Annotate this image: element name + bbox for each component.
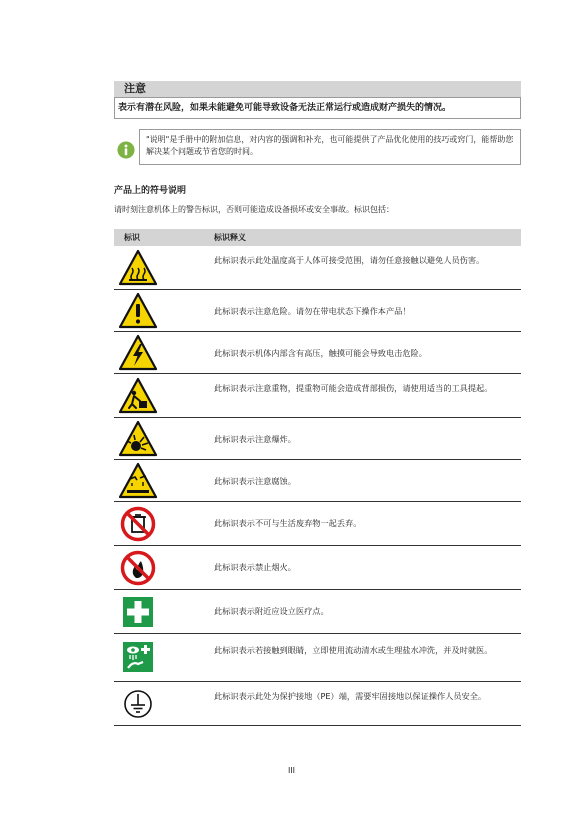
table-row bbox=[114, 374, 521, 418]
table-row bbox=[114, 682, 521, 726]
eye-wash-icon bbox=[118, 637, 158, 677]
table-row bbox=[114, 246, 521, 290]
table-header bbox=[114, 229, 521, 246]
row-description: 此标识表示禁止烟火。 bbox=[214, 562, 296, 572]
row-description: 此标识表示此处为保护接地（PE）端，需要牢固接地以保证操作人员安全。 bbox=[214, 691, 487, 701]
row-description: 此标识表示注意重物，提重物可能会造成背部损伤，请使用适当的工具提起。 bbox=[214, 383, 493, 393]
row-description: 此标识表示注意腐蚀。 bbox=[214, 476, 296, 486]
row-description: 此标识表示此处温度高于人体可接受范围，请勿任意接触以避免人员伤害。 bbox=[214, 255, 485, 265]
hot-surface-icon bbox=[118, 248, 158, 288]
no-fire-icon bbox=[118, 548, 158, 588]
page-number: III bbox=[287, 766, 296, 775]
high-voltage-icon bbox=[118, 333, 158, 373]
heavy-object-icon bbox=[118, 376, 158, 416]
tip-text: "说明"是手册中的附加信息，对内容的强调和补充，也可能提供了产品优化使用的技巧或窍门，能帮助您解决某个问题或节省您的时间。 bbox=[139, 129, 521, 165]
info-icon bbox=[117, 141, 135, 159]
row-description: 此标识表示附近应设立医疗点。 bbox=[214, 606, 329, 616]
table-row bbox=[114, 502, 521, 546]
table-row bbox=[114, 460, 521, 502]
row-description: 此标识表示注意危险。请勿在带电状态下操作本产品！ bbox=[214, 306, 411, 316]
table-row bbox=[114, 590, 521, 634]
section-intro: 请时刻注意机体上的警告标识，否则可能造成设备损坏或安全事故。标识包括： bbox=[114, 205, 394, 214]
row-description: 此标识表示注意爆炸。 bbox=[214, 434, 296, 444]
caution-notice bbox=[114, 81, 521, 119]
caution-text: 表示有潜在风险，如果未能避免可能导致设备无法正常运行或造成财产损失的情况。 bbox=[114, 97, 521, 119]
no-household-waste-icon bbox=[118, 504, 158, 544]
table-header-meaning: 标识释义 bbox=[214, 233, 246, 242]
table-row bbox=[114, 418, 521, 460]
table-row bbox=[114, 634, 521, 682]
row-description: 此标识表示不可与生活废弃物一起丢弃。 bbox=[214, 518, 362, 528]
explosive-icon bbox=[118, 419, 158, 459]
caution-heading: 注意 bbox=[114, 81, 521, 97]
section-title: 产品上的符号说明 bbox=[114, 186, 187, 196]
table-header-symbol: 标识 bbox=[124, 233, 140, 242]
corrosive-icon bbox=[118, 461, 158, 501]
table-row bbox=[114, 290, 521, 332]
table-row bbox=[114, 546, 521, 590]
general-warning-icon bbox=[118, 291, 158, 331]
row-description: 此标识表示机体内部含有高压，触摸可能会导致电击危险。 bbox=[214, 348, 427, 358]
protective-earth-icon bbox=[118, 684, 158, 724]
row-description: 此标识表示若接触到眼睛，立即使用流动清水或生理盐水冲洗，并及时就医。 bbox=[214, 645, 493, 655]
table-row bbox=[114, 332, 521, 374]
first-aid-icon bbox=[118, 592, 158, 632]
